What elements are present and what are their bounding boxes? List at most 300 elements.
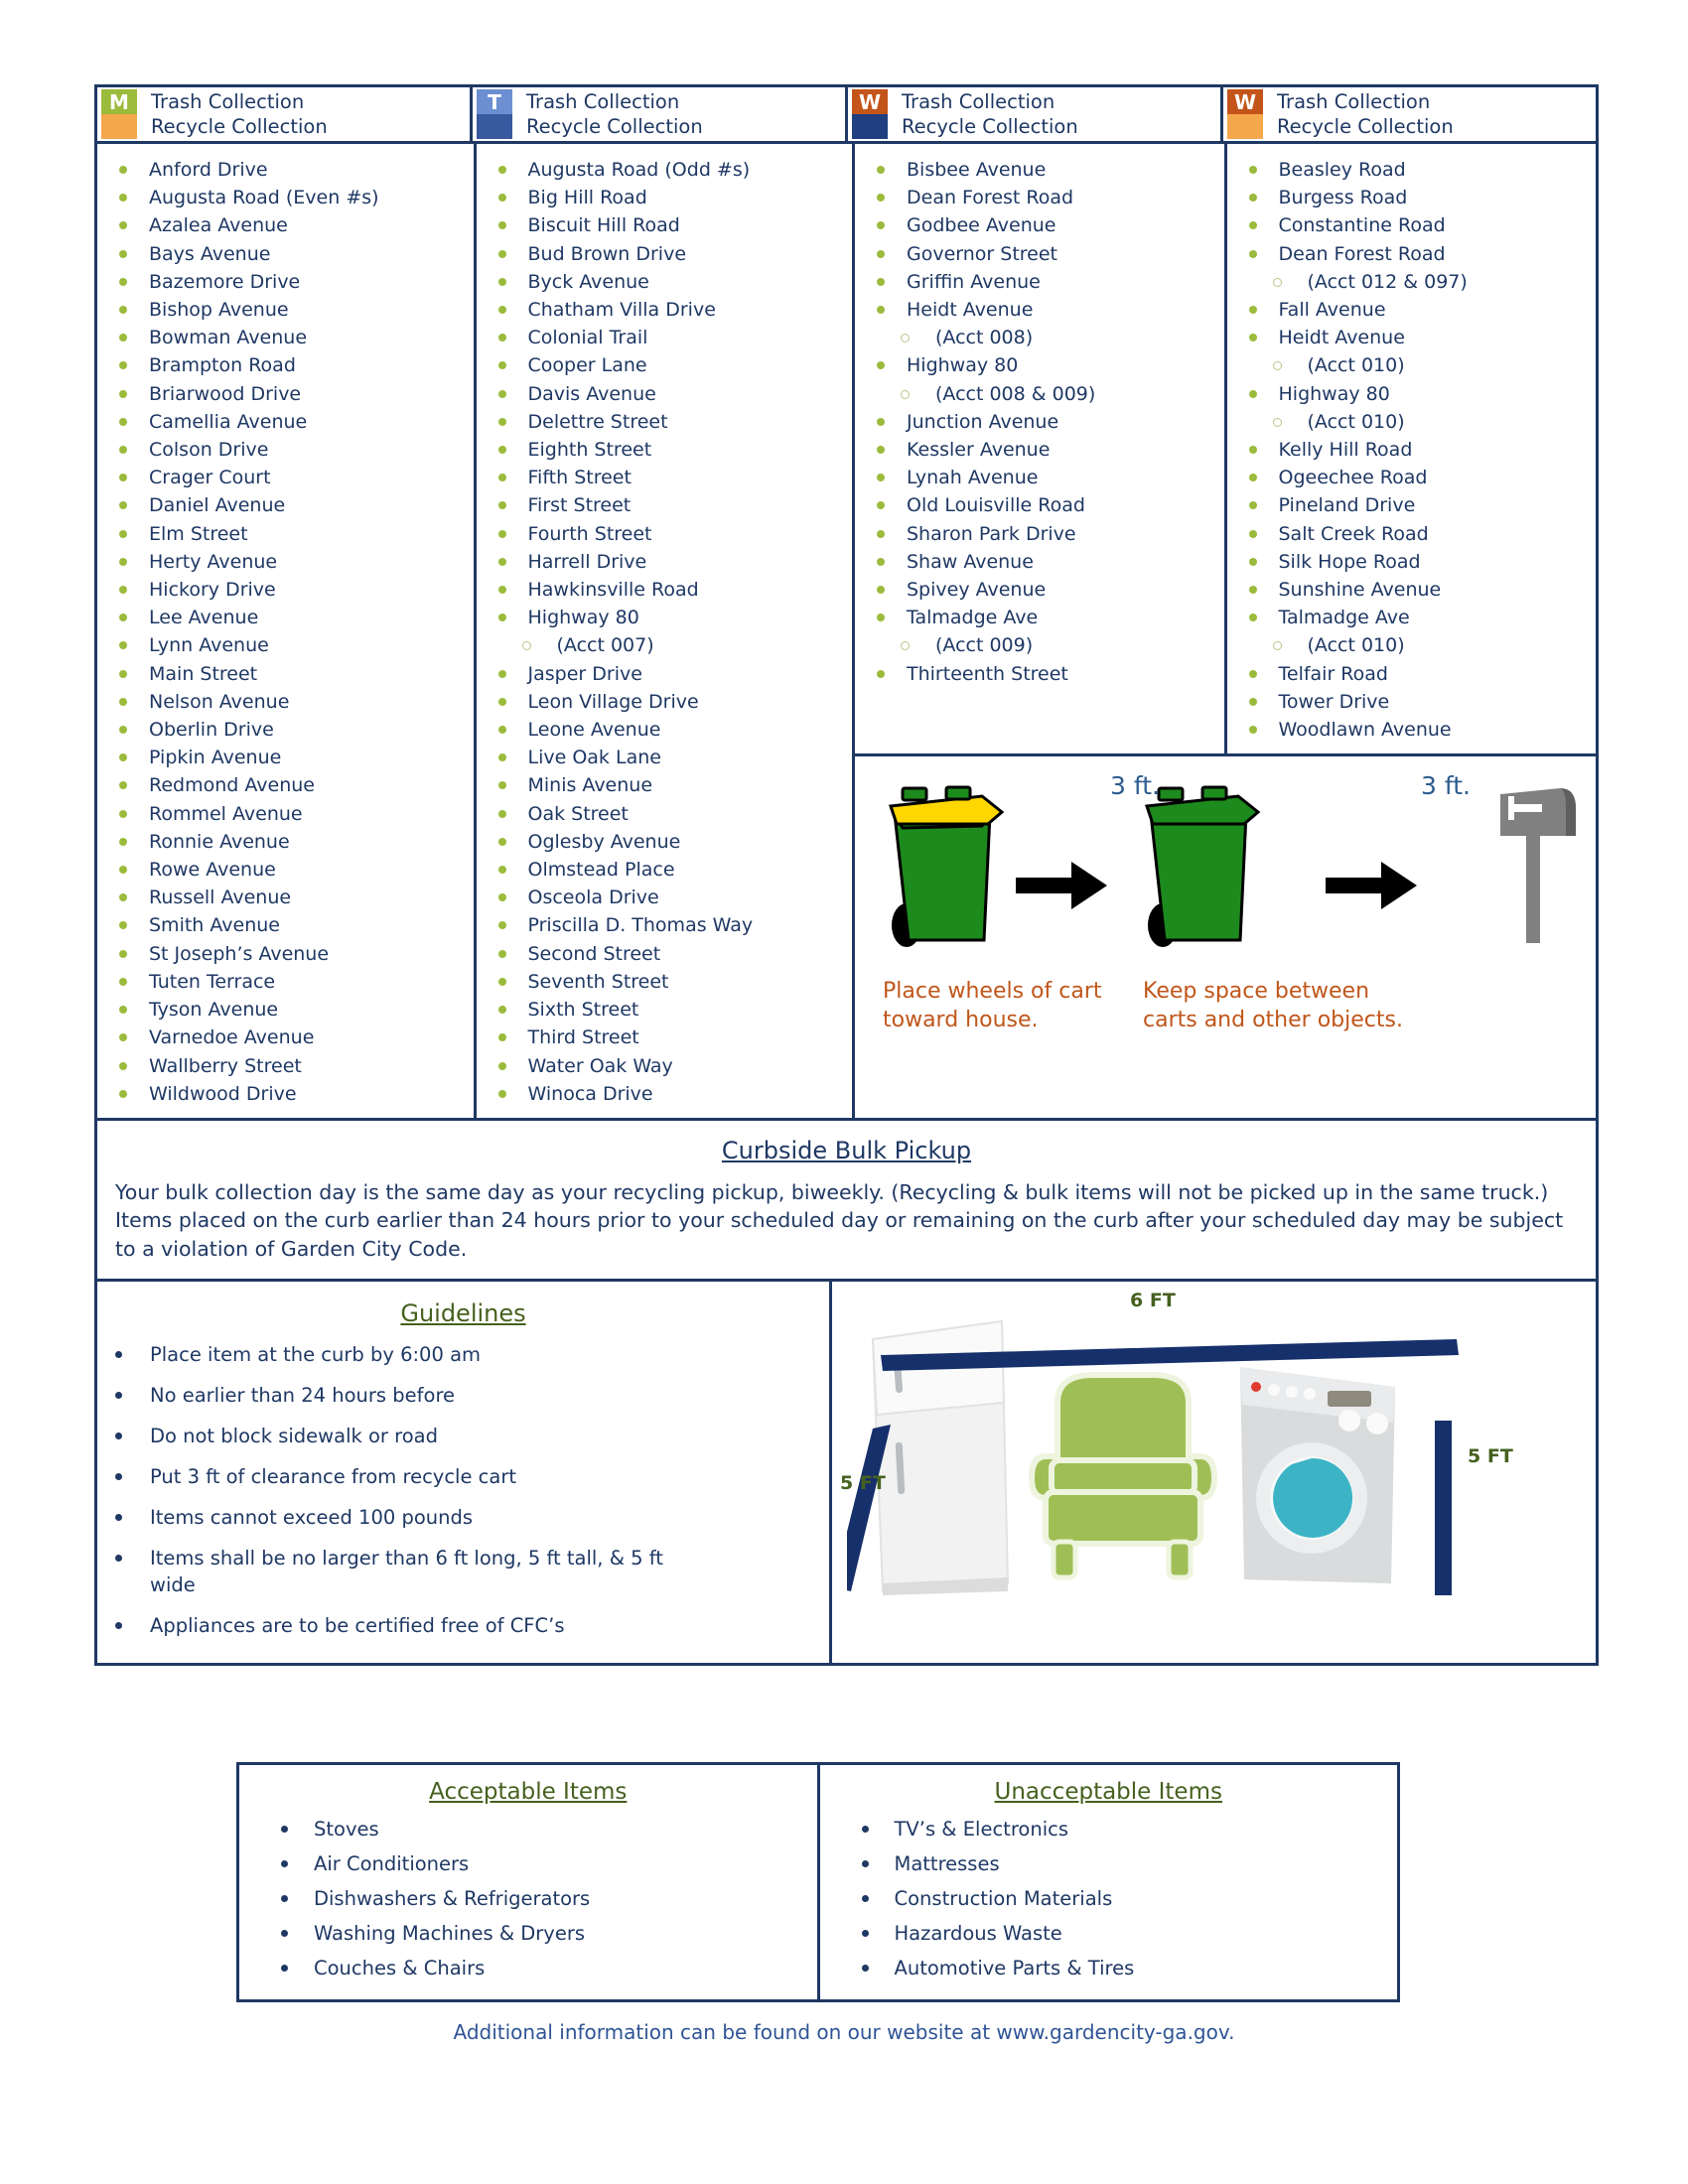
street-name: Camellia Avenue [149, 410, 308, 433]
cart-placement-figure [855, 756, 1596, 1054]
dimension-label-right: 5 FT [1468, 1445, 1513, 1468]
guideline-text: Do not block sidewalk or road [150, 1425, 438, 1448]
street-name: (Acct 008) [935, 327, 1034, 349]
item-text: Stoves [314, 1818, 379, 1841]
street-item [477, 660, 853, 688]
street-name: Silk Hope Road [1278, 550, 1421, 573]
footer-note: Additional information can be found on our website at www.gardencity-ga.gov. [453, 2020, 1235, 2044]
street-item [97, 380, 474, 408]
street-name: Bowman Avenue [149, 327, 308, 349]
street-name: Bisbee Avenue [907, 159, 1047, 181]
bullet-icon [901, 390, 910, 399]
street-item [477, 520, 853, 548]
street-name: Oberlin Drive [149, 719, 274, 742]
bullet-icon [1249, 221, 1257, 229]
street-item [477, 968, 853, 996]
street-item [1227, 156, 1597, 184]
bullet-icon [877, 250, 885, 258]
bullet-icon [1249, 586, 1257, 594]
street-item [477, 156, 853, 184]
recycle-collection-label: Recycle Collection [1277, 115, 1454, 138]
street-item [1227, 184, 1597, 211]
street-name: Anford Drive [149, 159, 268, 181]
street-item [855, 211, 1224, 239]
bullet-icon [877, 614, 885, 621]
bullet-icon [1249, 501, 1257, 509]
street-sub-item [477, 631, 853, 659]
day-header-row [97, 87, 1596, 144]
street-name: Big Hill Road [527, 187, 647, 209]
street-name: (Acct 009) [935, 634, 1034, 657]
street-item [477, 1052, 853, 1080]
street-name: Brampton Road [149, 354, 296, 377]
washing-machine-icon [1240, 1367, 1395, 1583]
bullet-icon [498, 838, 506, 846]
bullet-icon [119, 950, 127, 958]
street-name: Biscuit Hill Road [527, 214, 680, 237]
street-name: Leon Village Drive [527, 690, 699, 713]
bullet-icon [281, 1930, 288, 1937]
bullet-icon [498, 221, 506, 229]
item-text: Mattresses [894, 1852, 1000, 1875]
bullet-icon [498, 361, 506, 369]
street-name: Fifth Street [527, 467, 632, 489]
street-name: Harrell Drive [527, 550, 647, 573]
cart-placement-illustration [865, 766, 1610, 980]
bullet-icon [281, 1965, 288, 1972]
bullet-icon [498, 950, 506, 958]
street-name: Tyson Avenue [149, 999, 279, 1022]
bullet-icon [115, 1473, 122, 1480]
street-sub-item [1227, 268, 1597, 296]
street-name: Byck Avenue [527, 270, 649, 293]
recycle-collection-label: Recycle Collection [902, 115, 1078, 138]
trash-collection-label: Trash Collection [1277, 90, 1431, 113]
street-item [97, 1052, 474, 1080]
cart-caption-1: Place wheels of cart toward house. [883, 979, 1102, 1033]
bullet-icon [119, 1090, 127, 1098]
street-name: Sixth Street [527, 999, 639, 1022]
bullet-icon [1273, 278, 1282, 287]
bullet-icon [1249, 194, 1257, 202]
street-name: Beasley Road [1278, 159, 1406, 181]
day-badge [477, 89, 512, 139]
street-name: Davis Avenue [527, 382, 656, 405]
item-text: TV’s & Electronics [894, 1818, 1068, 1841]
street-name: Smith Avenue [149, 914, 280, 937]
bullet-icon [119, 614, 127, 621]
bullet-icon [862, 1965, 869, 1972]
street-name: Lynn Avenue [149, 634, 269, 657]
street-item [855, 156, 1224, 184]
street-item [477, 911, 853, 939]
street-name: Colonial Trail [527, 327, 648, 349]
bullet-icon [1249, 698, 1257, 706]
guideline-text: Items shall be no larger than 6 ft long, 5 ft tall, & 5 ft wide [150, 1547, 663, 1597]
street-name: Live Oak Lane [527, 747, 661, 769]
bullet-icon [498, 698, 506, 706]
recycle-collection-label: Recycle Collection [526, 115, 703, 138]
bullet-icon [119, 698, 127, 706]
street-item [1227, 688, 1597, 716]
street-name: Leone Avenue [527, 719, 661, 742]
bullet-icon [498, 530, 506, 538]
street-item [477, 884, 853, 911]
bullet-icon [1249, 334, 1257, 341]
bulk-item-size-illustration [832, 1282, 1596, 1663]
bullet-icon [119, 921, 127, 929]
street-name: Highway 80 [907, 354, 1019, 377]
bullet-icon [119, 866, 127, 874]
bullet-icon [498, 334, 506, 341]
cart-caption-2: Keep space between carts and other objects. [1143, 979, 1403, 1033]
bullet-icon [119, 1062, 127, 1070]
street-item [97, 156, 474, 184]
recycle-cart-green [1147, 787, 1258, 947]
street-name: (Acct 010) [1307, 634, 1405, 657]
street-name: Ronnie Avenue [149, 830, 290, 853]
bullet-icon [498, 614, 506, 621]
day-badge-recycle-swatch [852, 114, 888, 139]
bullet-icon [498, 921, 506, 929]
bullet-icon [119, 501, 127, 509]
bullet-icon [119, 586, 127, 594]
street-name: Jasper Drive [527, 662, 642, 685]
street-item [855, 660, 1224, 688]
bullet-icon [281, 1895, 288, 1902]
street-name: Heidt Avenue [1278, 327, 1405, 349]
day-badge-recycle-swatch [101, 114, 137, 139]
day-header-labels [888, 87, 1078, 141]
item-text: Construction Materials [894, 1887, 1113, 1910]
street-name: Burgess Road [1278, 187, 1408, 209]
street-name: Dean Forest Road [1278, 242, 1446, 265]
street-item [477, 856, 853, 884]
street-item [97, 520, 474, 548]
bullet-icon [1249, 614, 1257, 621]
street-item [97, 268, 474, 296]
unacceptable-item [820, 1921, 1398, 1947]
street-name: Thirteenth Street [907, 662, 1068, 685]
bullet-icon [498, 1062, 506, 1070]
bullet-icon [498, 166, 506, 174]
bullet-icon [1273, 641, 1282, 650]
street-sub-item [1227, 351, 1597, 379]
trash-cart-yellow-lid [891, 787, 1002, 947]
street-name: Junction Avenue [907, 410, 1059, 433]
street-columns-right-and-figure [852, 144, 1596, 1118]
street-item [477, 324, 853, 351]
street-name: Briarwood Drive [149, 382, 302, 405]
arrow-right-2 [1326, 862, 1417, 909]
bullet-icon [115, 1392, 122, 1399]
curbside-bulk-pickup-section [97, 1118, 1596, 1283]
street-name: First Street [527, 494, 632, 517]
bullet-icon [281, 1826, 288, 1833]
bullet-icon [115, 1555, 122, 1562]
street-name: Seventh Street [527, 970, 669, 993]
street-item [1227, 716, 1597, 744]
street-name: Olmstead Place [527, 859, 675, 882]
street-name: Redmond Avenue [149, 774, 315, 797]
bullet-icon [877, 501, 885, 509]
bullet-icon [862, 1826, 869, 1833]
day-badge-letter: W [852, 89, 888, 114]
street-item [97, 631, 474, 659]
bullet-icon [877, 306, 885, 314]
bullet-icon [498, 978, 506, 986]
bullet-icon [498, 753, 506, 761]
street-name: Dean Forest Road [907, 187, 1074, 209]
acceptable-item [239, 1956, 817, 1981]
bullet-icon [119, 390, 127, 398]
bullet-icon [119, 250, 127, 258]
street-item [1227, 604, 1597, 631]
guidelines-title: Guidelines [400, 1299, 526, 1328]
street-name: Talmadge Ave [1278, 607, 1410, 629]
bullet-icon [901, 641, 910, 650]
day-header-cell [97, 87, 473, 141]
bullet-icon [498, 558, 506, 566]
street-lists-region [97, 144, 1596, 1118]
bullet-icon [119, 530, 127, 538]
street-name: Rommel Avenue [149, 802, 303, 825]
unacceptable-items-panel [820, 1765, 1398, 1999]
acceptable-items-panel [239, 1765, 820, 1999]
street-name: Griffin Avenue [907, 270, 1041, 293]
street-name: Talmadge Ave [907, 607, 1039, 629]
bullet-icon [119, 306, 127, 314]
street-item [477, 744, 853, 771]
street-item [477, 996, 853, 1024]
guideline-item [97, 1423, 829, 1449]
bullet-icon [119, 726, 127, 734]
street-name: Hickory Drive [149, 579, 276, 602]
bullet-icon [119, 893, 127, 901]
recycle-collection-label: Recycle Collection [151, 115, 328, 138]
bullet-icon [498, 250, 506, 258]
bullet-icon [498, 278, 506, 286]
acceptable-item [239, 1921, 817, 1947]
bullet-icon [862, 1930, 869, 1937]
street-item [855, 184, 1224, 211]
street-item [477, 1080, 853, 1108]
street-name: Augusta Road (Odd #s) [527, 159, 751, 181]
bullet-icon [119, 446, 127, 454]
guideline-item [97, 1504, 829, 1531]
street-name: Bays Avenue [149, 242, 271, 265]
street-item [1227, 491, 1597, 519]
bullet-icon [1249, 670, 1257, 678]
bullet-icon [498, 866, 506, 874]
street-item [97, 296, 474, 324]
unacceptable-items-title: Unacceptable Items [994, 1779, 1222, 1805]
street-item [855, 268, 1224, 296]
bullet-icon [1249, 726, 1257, 734]
street-name: Ogeechee Road [1278, 467, 1428, 489]
street-name: (Acct 008 & 009) [935, 382, 1096, 405]
street-name: Shaw Avenue [907, 550, 1034, 573]
street-item [97, 491, 474, 519]
street-name: Oak Street [527, 802, 629, 825]
day-badge [1227, 89, 1263, 139]
street-item [477, 548, 853, 576]
bullet-icon [119, 418, 127, 426]
street-sub-item [855, 380, 1224, 408]
street-column-2 [477, 144, 853, 1118]
street-name: Bazemore Drive [149, 270, 301, 293]
street-item [477, 604, 853, 631]
street-item [477, 240, 853, 268]
street-name: Russell Avenue [149, 887, 292, 909]
street-item [855, 548, 1224, 576]
bullet-icon [115, 1622, 122, 1629]
guideline-item [97, 1545, 829, 1598]
day-header-labels [1263, 87, 1454, 141]
item-text: Automotive Parts & Tires [894, 1957, 1135, 1979]
street-item [97, 1080, 474, 1108]
guideline-item [97, 1382, 829, 1409]
street-name: Sunshine Avenue [1278, 579, 1442, 602]
street-name: Pineland Drive [1278, 494, 1416, 517]
street-item [855, 436, 1224, 464]
item-text: Couches & Chairs [314, 1957, 486, 1979]
street-name: Oglesby Avenue [527, 830, 681, 853]
street-name: Water Oak Way [527, 1054, 673, 1077]
street-name: Third Street [527, 1026, 639, 1049]
trash-collection-label: Trash Collection [151, 90, 305, 113]
bullet-icon [877, 586, 885, 594]
bullet-icon [1249, 446, 1257, 454]
guideline-item [97, 1341, 829, 1368]
street-item [477, 351, 853, 379]
bullet-icon [498, 1033, 506, 1041]
day-badge-letter: M [101, 89, 137, 114]
bullet-icon [877, 474, 885, 481]
street-item [97, 828, 474, 856]
bullet-icon [862, 1895, 869, 1902]
street-item [97, 968, 474, 996]
bullet-icon [498, 670, 506, 678]
street-item [477, 688, 853, 716]
street-name: Chatham Villa Drive [527, 299, 716, 322]
bullet-icon [498, 306, 506, 314]
street-item [855, 240, 1224, 268]
street-item [97, 856, 474, 884]
street-column-3 [855, 144, 1227, 753]
street-columns-right [855, 144, 1596, 756]
street-name: (Acct 010) [1307, 410, 1405, 433]
guideline-text: Place item at the curb by 6:00 am [150, 1343, 482, 1367]
street-item [97, 911, 474, 939]
item-text: Hazardous Waste [894, 1922, 1062, 1945]
schedule-table [94, 84, 1599, 1666]
bullet-icon [119, 670, 127, 678]
street-name: Wallberry Street [149, 1054, 302, 1077]
bullet-icon [498, 446, 506, 454]
street-name: Highway 80 [527, 607, 639, 629]
bullet-icon [1273, 418, 1282, 427]
bullet-icon [877, 166, 885, 174]
street-item [477, 576, 853, 604]
item-text: Dishwashers & Refrigerators [314, 1887, 591, 1910]
street-item [97, 184, 474, 211]
bullet-icon [1249, 250, 1257, 258]
street-name: Rowe Avenue [149, 859, 276, 882]
street-columns-left [97, 144, 852, 1118]
trash-collection-label: Trash Collection [902, 90, 1055, 113]
street-item [97, 800, 474, 828]
street-name: Old Louisville Road [907, 494, 1085, 517]
bullet-icon [498, 1090, 506, 1098]
street-item [477, 296, 853, 324]
street-name: Second Street [527, 942, 661, 965]
bulk-items-drawing [847, 1294, 1542, 1601]
street-name: Lee Avenue [149, 607, 259, 629]
street-name: Main Street [149, 662, 258, 685]
bullet-icon [119, 978, 127, 986]
street-name: Hawkinsville Road [527, 579, 699, 602]
street-name: Highway 80 [1278, 382, 1390, 405]
street-item [97, 660, 474, 688]
guideline-item [97, 1463, 829, 1490]
bullet-icon [877, 361, 885, 369]
street-name: Fall Avenue [1278, 299, 1386, 322]
street-item [1227, 211, 1597, 239]
street-item [477, 436, 853, 464]
street-item [477, 716, 853, 744]
street-name: Herty Avenue [149, 550, 278, 573]
street-name: (Acct 010) [1307, 354, 1405, 377]
street-name: Godbee Avenue [907, 214, 1056, 237]
street-name: Governor Street [907, 242, 1058, 265]
trash-collection-label: Trash Collection [526, 90, 680, 113]
day-header-labels [512, 87, 703, 141]
street-name: Cooper Lane [527, 354, 647, 377]
bulk-pickup-title: Curbside Bulk Pickup [721, 1136, 972, 1164]
street-item [97, 1024, 474, 1051]
street-item [477, 184, 853, 211]
street-item [855, 351, 1224, 379]
bullet-icon [1249, 306, 1257, 314]
bullet-icon [498, 781, 506, 789]
guidelines-panel [97, 1282, 832, 1663]
item-text: Air Conditioners [314, 1852, 470, 1875]
day-badge-letter: T [477, 89, 512, 114]
bullet-icon [498, 474, 506, 481]
acceptable-item [239, 1886, 817, 1912]
street-item [97, 211, 474, 239]
armchair-icon [1032, 1375, 1214, 1577]
street-name: Salt Creek Road [1278, 522, 1429, 545]
street-item [1227, 436, 1597, 464]
street-column-4 [1227, 144, 1597, 753]
street-name: Varnedoe Avenue [149, 1026, 315, 1049]
street-name: Delettre Street [527, 410, 668, 433]
street-name: Colson Drive [149, 439, 269, 462]
bullet-icon [1249, 166, 1257, 174]
bullet-icon [119, 361, 127, 369]
bullet-icon [901, 334, 910, 342]
street-item [97, 744, 474, 771]
street-name: Lynah Avenue [907, 467, 1039, 489]
bullet-icon [119, 838, 127, 846]
street-item [97, 688, 474, 716]
bullet-icon [522, 641, 531, 650]
day-header-cell [848, 87, 1223, 141]
street-item [1227, 380, 1597, 408]
bullet-icon [1249, 558, 1257, 566]
